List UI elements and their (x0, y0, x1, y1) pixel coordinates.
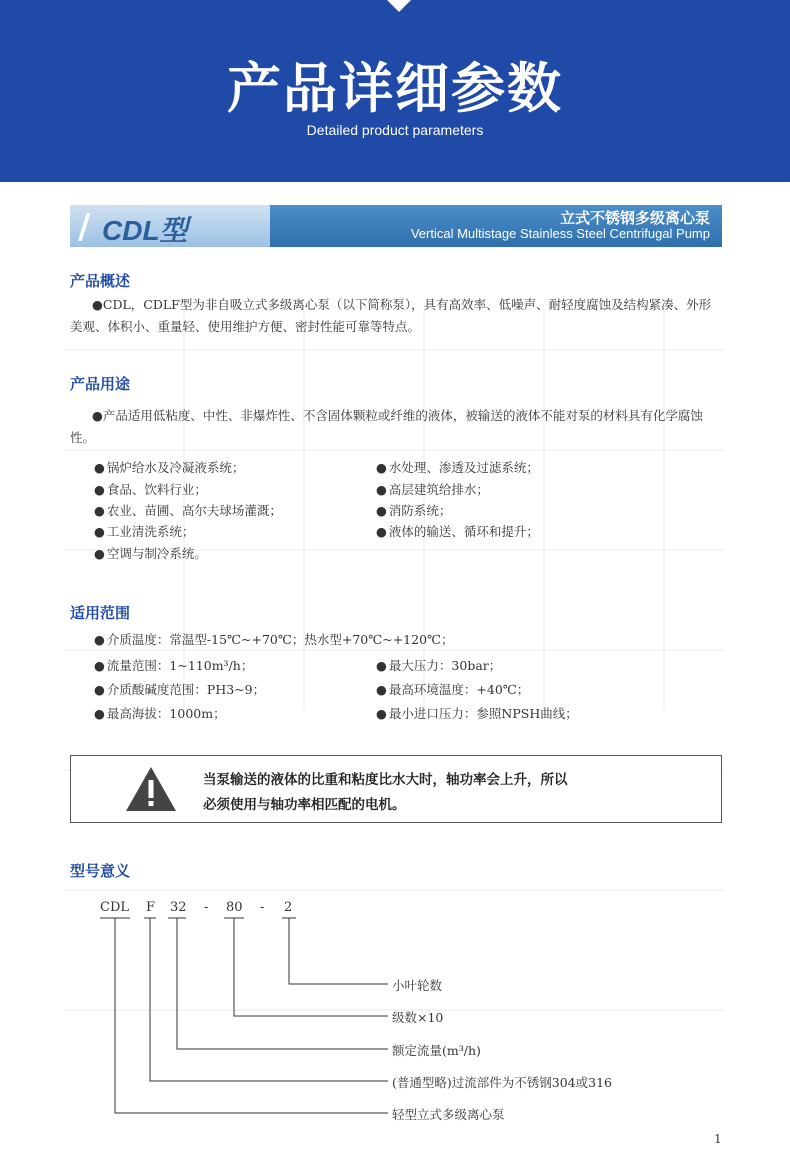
product-logo: CDL型 (102, 215, 188, 246)
model-code-part: CDL (100, 900, 130, 915)
list-item: ● 工业清洗系统； (94, 524, 195, 539)
warning-text-line2: 必须使用与轴功率相匹配的电机。 (203, 797, 406, 813)
model-label: 轻型立式多级离心泵 (392, 1107, 505, 1122)
usage-title: 产品用途 (70, 375, 131, 393)
model-title: 型号意义 (70, 862, 131, 880)
list-item: ● 农业、苗圃、高尔夫球场灌溉； (94, 503, 282, 518)
logo-mark-icon: / (78, 207, 91, 247)
product-name-cn: 立式不锈钢多级离心泵 (559, 209, 710, 227)
usage-text: ●产品适用低粘度、中性、非爆炸性、不含固体颗粒或纤维的液体，被输送的液体不能对泵的材料具有化学腐蚀性。 (70, 408, 703, 445)
model-code-part: - (204, 900, 209, 915)
list-item: ● 消防系统； (376, 503, 452, 518)
model-code-part: 80 (226, 900, 243, 915)
model-label: 级数×10 (392, 1010, 444, 1025)
list-item: ● 水处理、渗透及过滤系统； (376, 460, 539, 475)
list-item: ● 最大压力：30bar； (376, 658, 502, 673)
warning-text-line1: 当泵输送的液体的比重和粘度比水大时，轴功率会上升，所以 (203, 772, 568, 788)
page-number: 1 (714, 1132, 722, 1146)
model-code-part: 32 (170, 900, 187, 915)
list-item: ● 最小进口压力：参照NPSH曲线； (376, 706, 578, 721)
list-item: ● 介质酸碱度范围：PH3~9； (94, 682, 266, 697)
list-item: ● 最高海拔：1000m； (94, 706, 226, 721)
model-label: (普通型略)过流部件为不锈钢304或316 (392, 1075, 612, 1090)
list-item: ● 食品、饮料行业； (94, 482, 207, 497)
model-code-part: F (146, 900, 156, 915)
overview-text: ●CDL，CDLF型为非自吸立式多级离心泵（以下简称泵），具有高效率、低噪声、耐轻度腐蚀及结构紧凑、外形美观、体积小、重量轻、使用维护方便、密封性能可靠等特点。 (70, 297, 712, 334)
list-item: ● 最高环境温度：+40℃； (376, 682, 530, 697)
model-label: 小叶轮数 (392, 978, 443, 993)
list-item: ● 空调与制冷系统。 (94, 546, 207, 561)
list-item: ● 介质温度：常温型-15℃~+70℃；热水型+70℃~+120℃； (94, 632, 454, 647)
model-code-part: 2 (284, 900, 293, 915)
range-title: 适用范围 (70, 604, 131, 622)
list-item: ● 锅炉给水及冷凝液系统； (94, 460, 245, 475)
page-subtitle: Detailed product parameters (306, 122, 484, 138)
product-name-en: Vertical Multistage Stainless Steel Centrifugal Pump (410, 226, 710, 241)
model-code-part: - (260, 900, 265, 915)
page-title: 产品详细参数 (227, 57, 563, 120)
list-item: ● 高层建筑给排水； (376, 482, 489, 497)
list-item: ● 流量范围：1~110m³/h； (94, 658, 254, 673)
model-label: 额定流量(m³/h) (392, 1043, 481, 1058)
list-item: ● 液体的输送、循环和提升； (376, 524, 539, 539)
overview-title: 产品概述 (70, 272, 131, 290)
